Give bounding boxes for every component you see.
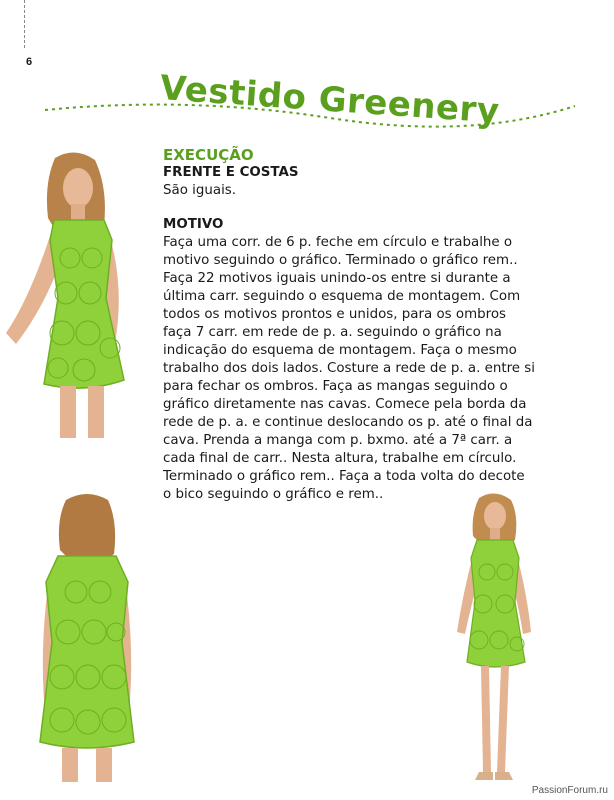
watermark: PassionForum.ru bbox=[531, 785, 608, 796]
dress-back-photo bbox=[28, 492, 146, 782]
margin-rule bbox=[24, 0, 25, 48]
page-title: Vestido Greenery bbox=[158, 68, 501, 132]
execucao-heading: EXECUÇÃO bbox=[163, 146, 254, 164]
dress-front-photo bbox=[0, 148, 150, 438]
motivo-text: Faça uma corr. de 6 p. feche em círculo e trabalhe o motivo seguindo o gráfico. Terminado o gráfico rem.. Faça 22 motivos iguais unindo-os entre si durante a última carr. seguindo o esquema de montagem. Com todos os motivos prontos e unidos, para os ombros faça 7 carr. em rede de p. a. seguindo o gráfico na indicação do esquema de montagem. Faça o mesmo trabalho dos dois lados. Costure a rede de p. a. entre si para fechar os ombros. Faça as mangas seguindo o gráfico diretamente nas cavas. Comece pela borda da rede de p. a. e continue deslocando os p. até o final da cava. Prenda a manga com p. bxmo. até a 7ª carr. a cada final de carr.. Nesta altura, trabalhe em círculo. Terminado o gráfico rem.. Faça a toda volta do decote o bico seguindo o gráfico e rem.. bbox=[163, 235, 535, 502]
instructions bbox=[163, 146, 535, 504]
motivo-heading: MOTIVO bbox=[163, 217, 224, 232]
dress-fullbody-photo bbox=[445, 492, 545, 787]
frente-costas-heading: FRENTE E COSTAS bbox=[163, 165, 299, 180]
frente-costas-text: São iguais. bbox=[163, 183, 237, 198]
page-number: 6 bbox=[26, 56, 33, 68]
